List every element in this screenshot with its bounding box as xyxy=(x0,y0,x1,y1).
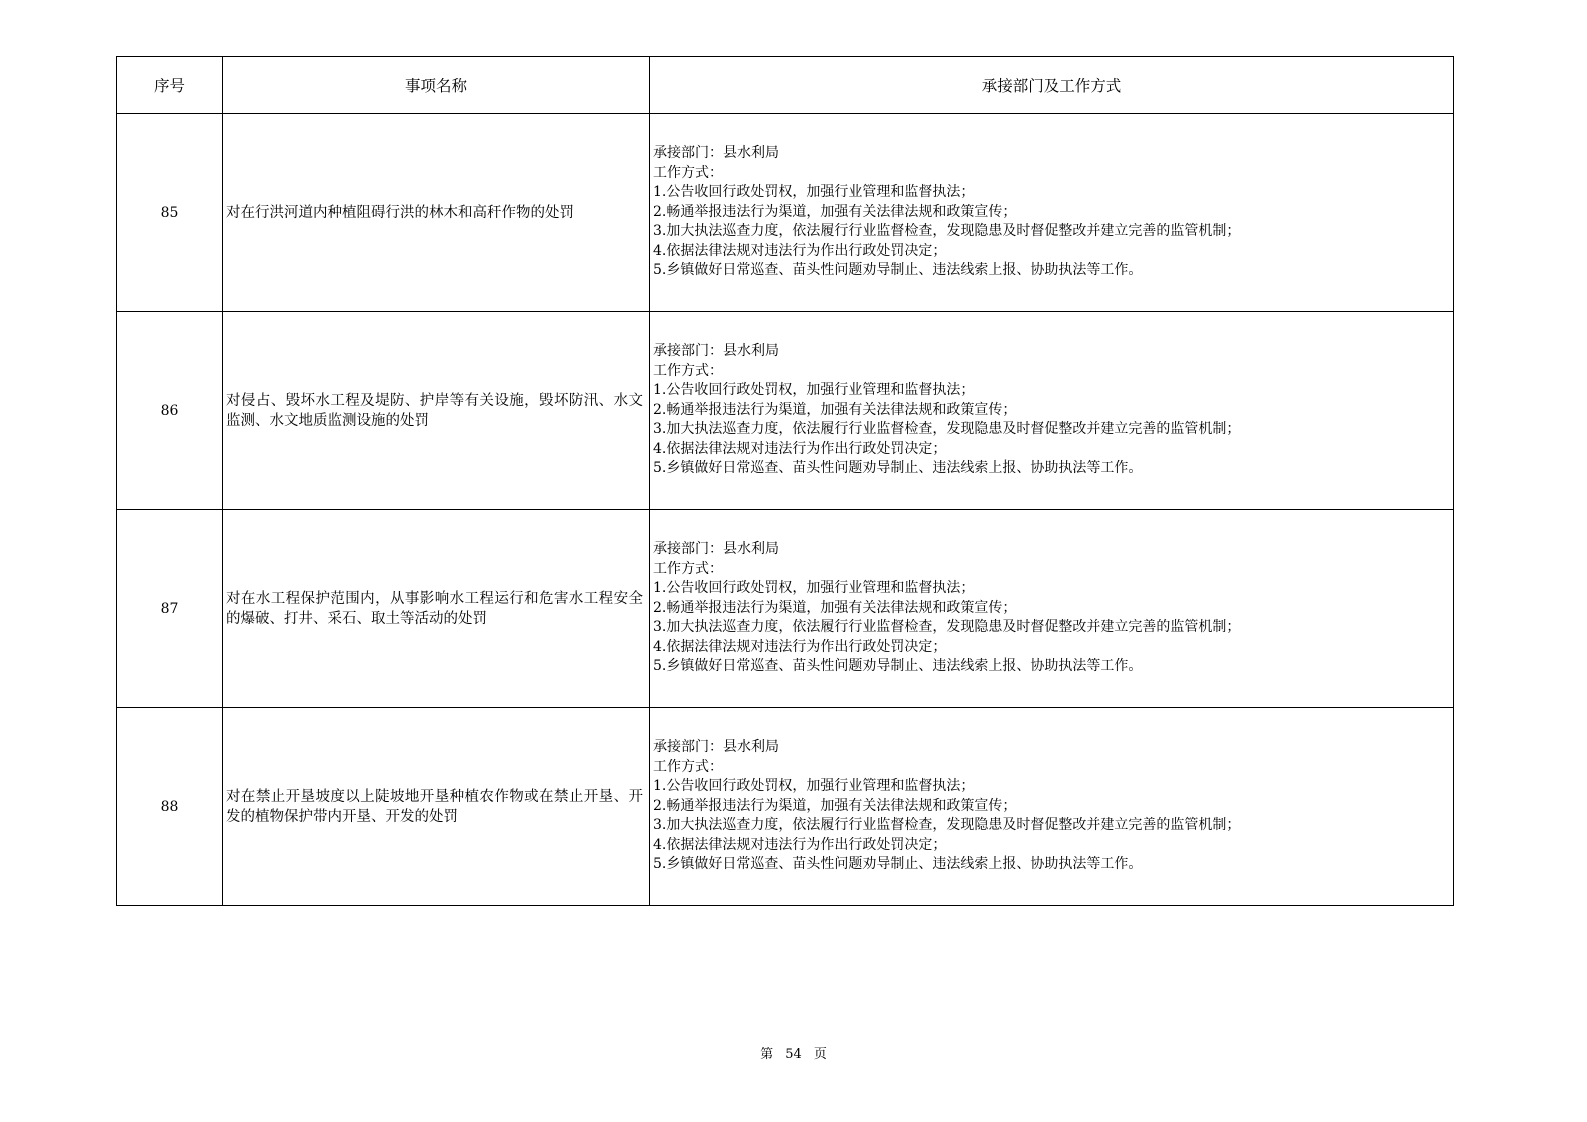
department-line: 承接部门：县水利局 xyxy=(653,541,779,558)
department-line: 承接部门：县水利局 xyxy=(653,145,779,162)
method-heading-line: 工作方式： xyxy=(653,164,723,181)
method-item-line: 5.乡镇做好日常巡查、苗头性问题劝导制止、违法线索上报、协助执法等工作。 xyxy=(653,658,1143,675)
method-item-line: 5.乡镇做好日常巡查、苗头性问题劝导制止、违法线索上报、协助执法等工作。 xyxy=(653,460,1143,477)
method-item-line: 1.公告收回行政处罚权，加强行业管理和监督执法； xyxy=(653,184,975,201)
department-method-cell xyxy=(650,708,1454,906)
method-item-line: 2.畅通举报违法行为渠道，加强有关法律法规和政策宣传； xyxy=(653,401,1017,418)
method-item-line: 5.乡镇做好日常巡查、苗头性问题劝导制止、违法线索上报、协助执法等工作。 xyxy=(653,262,1143,279)
header-row xyxy=(117,57,1454,114)
table-row xyxy=(117,510,1454,708)
header-serial-number: 序号 xyxy=(117,57,223,114)
method-item-line: 3.加大执法巡查力度，依法履行行业监督检查，发现隐患及时督促整改并建立完善的监管机制； xyxy=(653,619,1241,636)
matter-name-cell: 对侵占、毁坏水工程及堤防、护岸等有关设施，毁坏防汛、水文监测、水文地质监测设施的处罚 xyxy=(223,312,650,510)
matters-table xyxy=(116,56,1454,906)
matter-name-cell: 对在禁止开垦坡度以上陡坡地开垦种植农作物或在禁止开垦、开发的植物保护带内开垦、开发的处罚 xyxy=(223,708,650,906)
method-item-line: 3.加大执法巡查力度，依法履行行业监督检查，发现隐患及时督促整改并建立完善的监管机制； xyxy=(653,223,1241,240)
method-item-line: 1.公告收回行政处罚权，加强行业管理和监督执法； xyxy=(653,778,975,795)
department-line: 承接部门：县水利局 xyxy=(653,343,779,360)
matter-name-cell: 对在水工程保护范围内，从事影响水工程运行和危害水工程安全的爆破、打井、采石、取土等活动的处罚 xyxy=(223,510,650,708)
method-item-line: 1.公告收回行政处罚权，加强行业管理和监督执法； xyxy=(653,382,975,399)
department-method-cell xyxy=(650,510,1454,708)
page-footer xyxy=(0,1043,1587,1062)
method-heading-line: 工作方式： xyxy=(653,758,723,775)
department-method-cell xyxy=(650,114,1454,312)
page-prefix: 第 xyxy=(760,1047,774,1062)
header-matter-name: 事项名称 xyxy=(223,57,650,114)
method-item-line: 3.加大执法巡查力度，依法履行行业监督检查，发现隐患及时督促整改并建立完善的监管机制； xyxy=(653,817,1241,834)
table-body xyxy=(117,114,1454,906)
serial-number-cell: 85 xyxy=(117,114,223,312)
page-number: 54 xyxy=(785,1047,802,1062)
department-method-cell xyxy=(650,312,1454,510)
table-row xyxy=(117,114,1454,312)
method-item-line: 4.依据法律法规对违法行为作出行政处罚决定； xyxy=(653,440,947,457)
matter-name-cell: 对在行洪河道内种植阻碍行洪的林木和高秆作物的处罚 xyxy=(223,114,650,312)
method-heading-line: 工作方式： xyxy=(653,560,723,577)
method-item-line: 3.加大执法巡查力度，依法履行行业监督检查，发现隐患及时督促整改并建立完善的监管机制； xyxy=(653,421,1241,438)
header-department-and-method: 承接部门及工作方式 xyxy=(650,57,1454,114)
method-item-line: 1.公告收回行政处罚权，加强行业管理和监督执法； xyxy=(653,580,975,597)
method-item-line: 4.依据法律法规对违法行为作出行政处罚决定； xyxy=(653,836,947,853)
method-heading-line: 工作方式： xyxy=(653,362,723,379)
method-item-line: 2.畅通举报违法行为渠道，加强有关法律法规和政策宣传； xyxy=(653,599,1017,616)
page-suffix: 页 xyxy=(813,1047,827,1062)
serial-number-cell: 87 xyxy=(117,510,223,708)
table-row xyxy=(117,312,1454,510)
serial-number-cell: 88 xyxy=(117,708,223,906)
method-item-line: 2.畅通举报违法行为渠道，加强有关法律法规和政策宣传； xyxy=(653,203,1017,220)
department-line: 承接部门：县水利局 xyxy=(653,739,779,756)
table-header xyxy=(117,57,1454,114)
method-item-line: 5.乡镇做好日常巡查、苗头性问题劝导制止、违法线索上报、协助执法等工作。 xyxy=(653,856,1143,873)
method-item-line: 4.依据法律法规对违法行为作出行政处罚决定； xyxy=(653,638,947,655)
table-row xyxy=(117,708,1454,906)
serial-number-cell: 86 xyxy=(117,312,223,510)
method-item-line: 4.依据法律法规对违法行为作出行政处罚决定； xyxy=(653,242,947,259)
method-item-line: 2.畅通举报违法行为渠道，加强有关法律法规和政策宣传； xyxy=(653,797,1017,814)
